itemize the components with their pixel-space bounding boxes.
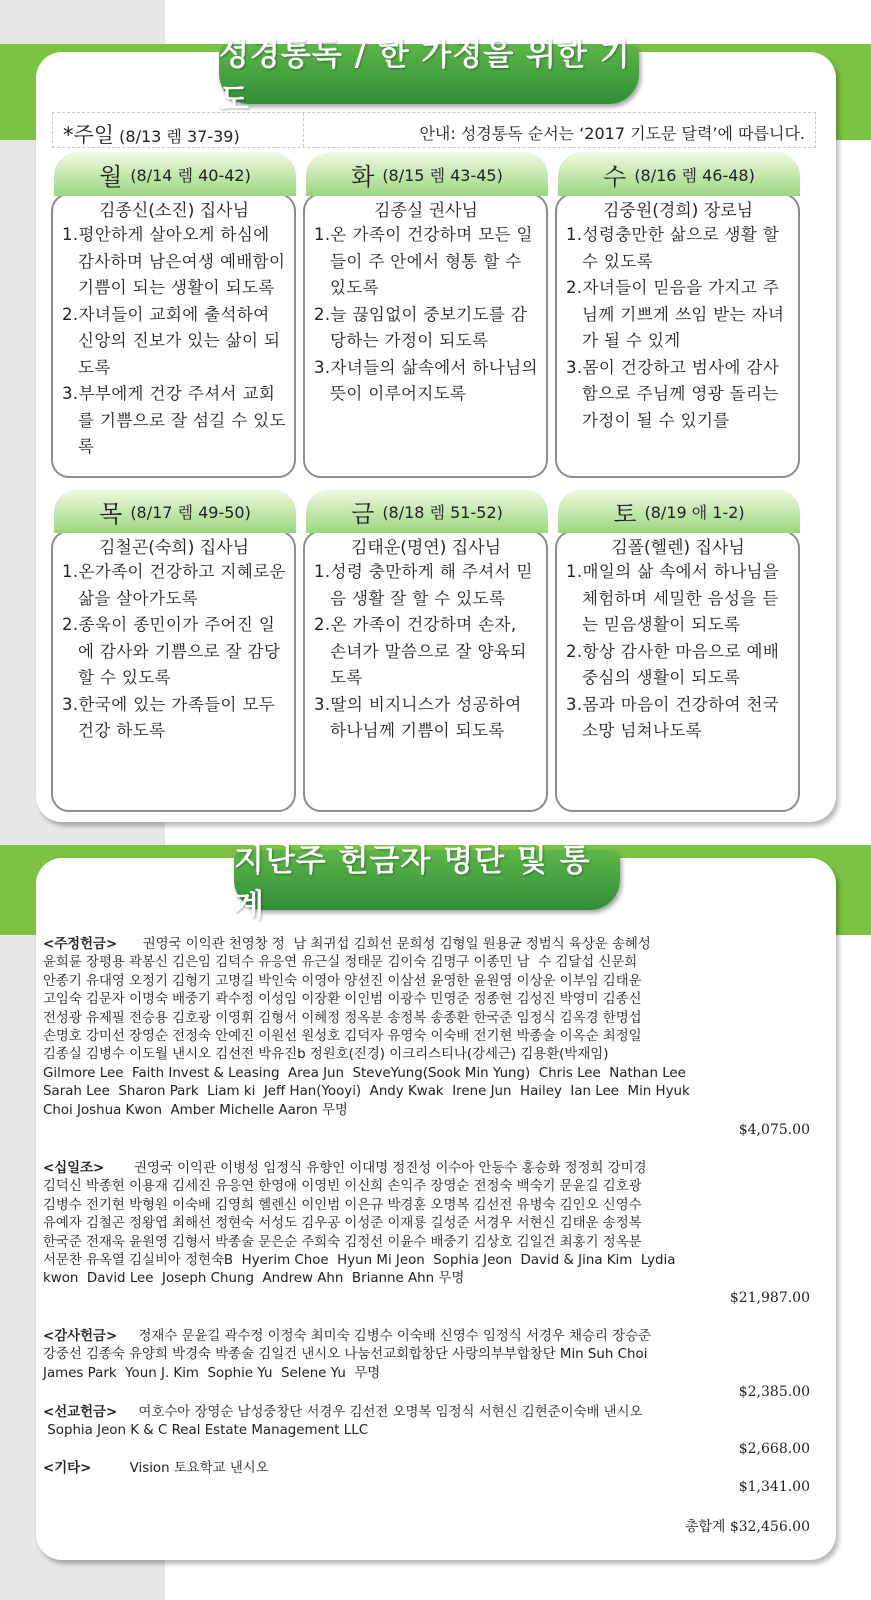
day-box-fri bbox=[303, 530, 548, 812]
prayer-item: 2.자녀들이 교회에 출석하여 신앙의 진보가 있는 삶이 되도록 bbox=[62, 304, 281, 377]
offering-group-tithe: <십일조> 권영국 이익관 이병성 임정식 유향인 이대명 정진성 이수아 안동수 홍승화 정정희 강미경 김덕신 박종현 이용재 김세진 유응연 한영애 이영빈 이신희 손익주 장영순 전정숙 백숙기 문윤길 김호광 김병수 전기현 박형원 이숙배 김영희 헬렌신 이인범 이은규 박경훈 오명복 김선전 유병숙 김인오 신영수 유예자 김철곤 정왕엽 최해선 정현숙 서성도 김우공 이성준 이재룡 길성준 서경우 서현신 김태운 송정복 한국준 전재욱 윤원영 김형서 박종술 문은순 주희숙 김정선 이윤수 배중기 김상호 김일건 최홍기 정옥분 서문찬 유옥열 김실비아 정현숙B Hyerim Choe Hyun Mi Jeon Sophia Jeon David & Jina Kim Lydia kwon David Lee Joseph Chung Andrew Ahn Brianne Ahn 무명 bbox=[43, 1161, 676, 1287]
day-box-wed bbox=[555, 193, 800, 478]
prayer-item: 3.몸과 마음이 건강하여 천국소망 넘쳐나도록 bbox=[566, 694, 780, 740]
prayer-item: 2.늘 끊임없이 중보기도를 감당하는 가정이 되도록 bbox=[314, 304, 528, 350]
amount-mission: $2,668.00 bbox=[738, 1441, 810, 1457]
prayer-item: 2.온 가족이 건강하며 손자, 손녀가 말씀으로 잘 양육되도록 bbox=[314, 615, 527, 687]
day-header-fri: 금 (8/18 렘 51-52) bbox=[306, 489, 548, 533]
offering-group-other: <기타> Vision 토요학교 낸시오 bbox=[43, 1461, 269, 1476]
family-name: 김폴(헬렌) 집사님 bbox=[611, 538, 745, 558]
amount-other: $1,341.00 bbox=[738, 1479, 810, 1495]
prayer-item: 2.종욱이 종민이가 주어진 일에 감사와 기쁨으로 잘 감당할 수 있도록 bbox=[62, 615, 281, 687]
prayer-item: 1.온 가족이 건강하며 모든 일들이 주 안에서 형통 할 수 있도록 bbox=[314, 225, 533, 297]
day-header-wed: 수 (8/16 렘 46-48) bbox=[558, 152, 800, 196]
prayer-item: 1.매일의 삶 속에서 하나님을 체험하며 세밀한 음성을 듣는 믿음생활이 되도록 bbox=[566, 562, 780, 634]
section-title-banner bbox=[234, 843, 620, 924]
prayer-item: 1.성령 충만하게 해 주셔서 믿음 생활 잘 할 수 있도록 bbox=[314, 562, 533, 608]
section-title: 성경통독 / 한 가정을 위한 기도 bbox=[219, 37, 631, 118]
prayer-item: 3.한국에 있는 가족들이 모두 건강 하도록 bbox=[62, 694, 276, 740]
prayer-item: 2.항상 감사한 마음으로 예배중심의 생활이 되도록 bbox=[566, 641, 780, 687]
sunday-info-row bbox=[52, 112, 816, 148]
family-name: 김종신(소진) 집사님 bbox=[98, 201, 250, 221]
offering-group-thanks: <감사헌금> 정재수 문윤길 곽수정 이정숙 최미숙 김병수 이숙배 신영수 임정식 서경우 채승리 장승준 강중선 김종숙 유양희 박경숙 박종술 김일건 낸시오 나눔선교회합창단 사랑의부부합창단 Min Suh Choi James Park Youn J. Kim Sophie Yu Selene Yu 무명 bbox=[43, 1329, 651, 1381]
grand-total: 총합계 $32,456.00 bbox=[684, 1519, 810, 1535]
family-name: 김태운(명연) 집사님 bbox=[350, 538, 502, 558]
prayer-item: 3.딸의 비지니스가 성공하여 하나님께 기쁨이 되도록 bbox=[314, 694, 522, 740]
amount-thanks: $2,385.00 bbox=[738, 1384, 810, 1400]
section-title: 지난주 헌금자 명단 및 통계 bbox=[234, 843, 591, 924]
family-name: 김종실 권사님 bbox=[374, 201, 478, 221]
prayer-item: 3.자녀들의 삶속에서 하나님의 뜻이 이루어지도록 bbox=[314, 357, 538, 403]
divider bbox=[303, 113, 304, 147]
day-header-mon: 월 (8/14 렘 40-42) bbox=[54, 152, 296, 196]
prayer-item: 1.평안하게 살아오게 하심에 감사하며 남은여생 예배함이 기쁨이 되는 생활이 되도록 bbox=[62, 225, 286, 297]
prayer-item: 1.성령충만한 삶으로 생활 할 수 있도록 bbox=[566, 225, 780, 271]
family-name: 김철곤(숙희) 집사님 bbox=[98, 538, 250, 558]
day-box-tue bbox=[303, 193, 548, 478]
sunday-reading: *주일 (8/13 렘 37-39) bbox=[63, 123, 240, 147]
offering-group-mission: <선교헌금> 여호수아 장영순 남성중창단 서경우 김선전 오명복 임정식 서현신 김현준이숙배 낸시오 Sophia Jeon K & C Real Estate Management LLC bbox=[43, 1405, 643, 1439]
reading-notice: 안내: 성경통독 순서는 ‘2017 기도문 달력’에 따릅니다. bbox=[419, 124, 805, 143]
day-box-thu bbox=[51, 530, 296, 812]
amount-weekly: $4,075.00 bbox=[738, 1122, 810, 1138]
offering-group-weekly: <주정헌금> 권영국 이익관 천영창 정 남 최귀섭 김희선 문희성 김형일 원용균 정범식 육상운 송혜성 윤희륜 장평용 곽봉신 김은임 김덕수 유응연 유근실 정태문 김이숙 김명구 이종민 남 수 김달섭 신문희 안종기 유대영 오정기 김형기 고명길 박인숙 이영아 양선진 이삼선 윤영한 윤원영 이상운 이부임 김태운 고임숙 김문자 이명숙 배중기 곽수정 이성임 이장환 이인범 이광수 민영준 정종현 김성진 박영미 김종신 전성광 유제필 전승용 김호광 이영휘 김형서 이혜정 정옥분 송정복 송종환 한국준 임정식 김옥경 한명섭 손명호 강미선 장영순 전정숙 안예진 이원선 원성호 김덕자 유영숙 이숙배 전기현 박종술 이옥순 최정일 김종실 김병수 이도월 낸시오 김선전 박유진b 정원호(진경) 이크리스티나(강세근) 김용환(박재임) Gilmore Lee Faith Invest & Leasing Area Jun SteveYung(Sook Min Yung) Chris Lee Nathan Lee Sarah Lee Sharon Park Liam ki Jeff Han(Yooyi) Andy Kwak Irene Jun Hailey Ian Lee Min Hyuk Choi Joshua Kwon Amber Michelle Aaron 무명 bbox=[43, 937, 690, 1118]
section-title-banner bbox=[219, 37, 639, 118]
prayer-item: 1.온가족이 건강하고 지혜로운 삶을 살아가도록 bbox=[62, 562, 286, 608]
day-header-thu: 목 (8/17 렘 49-50) bbox=[54, 489, 296, 533]
day-header-sat: 토 (8/19 애 1-2) bbox=[558, 489, 800, 533]
prayer-item: 2.자녀들이 믿음을 가지고 주님께 기쁘게 쓰임 받는 자녀가 될 수 있게 bbox=[566, 278, 785, 350]
day-box-mon bbox=[51, 193, 296, 478]
prayer-item: 3.부부에게 건강 주셔서 교회를 기쁨으로 잘 섬길 수 있도록 bbox=[62, 384, 286, 456]
day-box-sat bbox=[555, 530, 800, 812]
family-name: 김중원(경희) 장로님 bbox=[602, 201, 754, 221]
amount-tithe: $21,987.00 bbox=[729, 1290, 810, 1306]
bible-reading-card bbox=[36, 37, 836, 822]
prayer-item: 3.몸이 건강하고 범사에 감사함으로 주님께 영광 돌리는 가정이 될 수 있기를 bbox=[566, 357, 780, 430]
day-header-tue: 화 (8/15 렘 43-45) bbox=[306, 152, 548, 196]
